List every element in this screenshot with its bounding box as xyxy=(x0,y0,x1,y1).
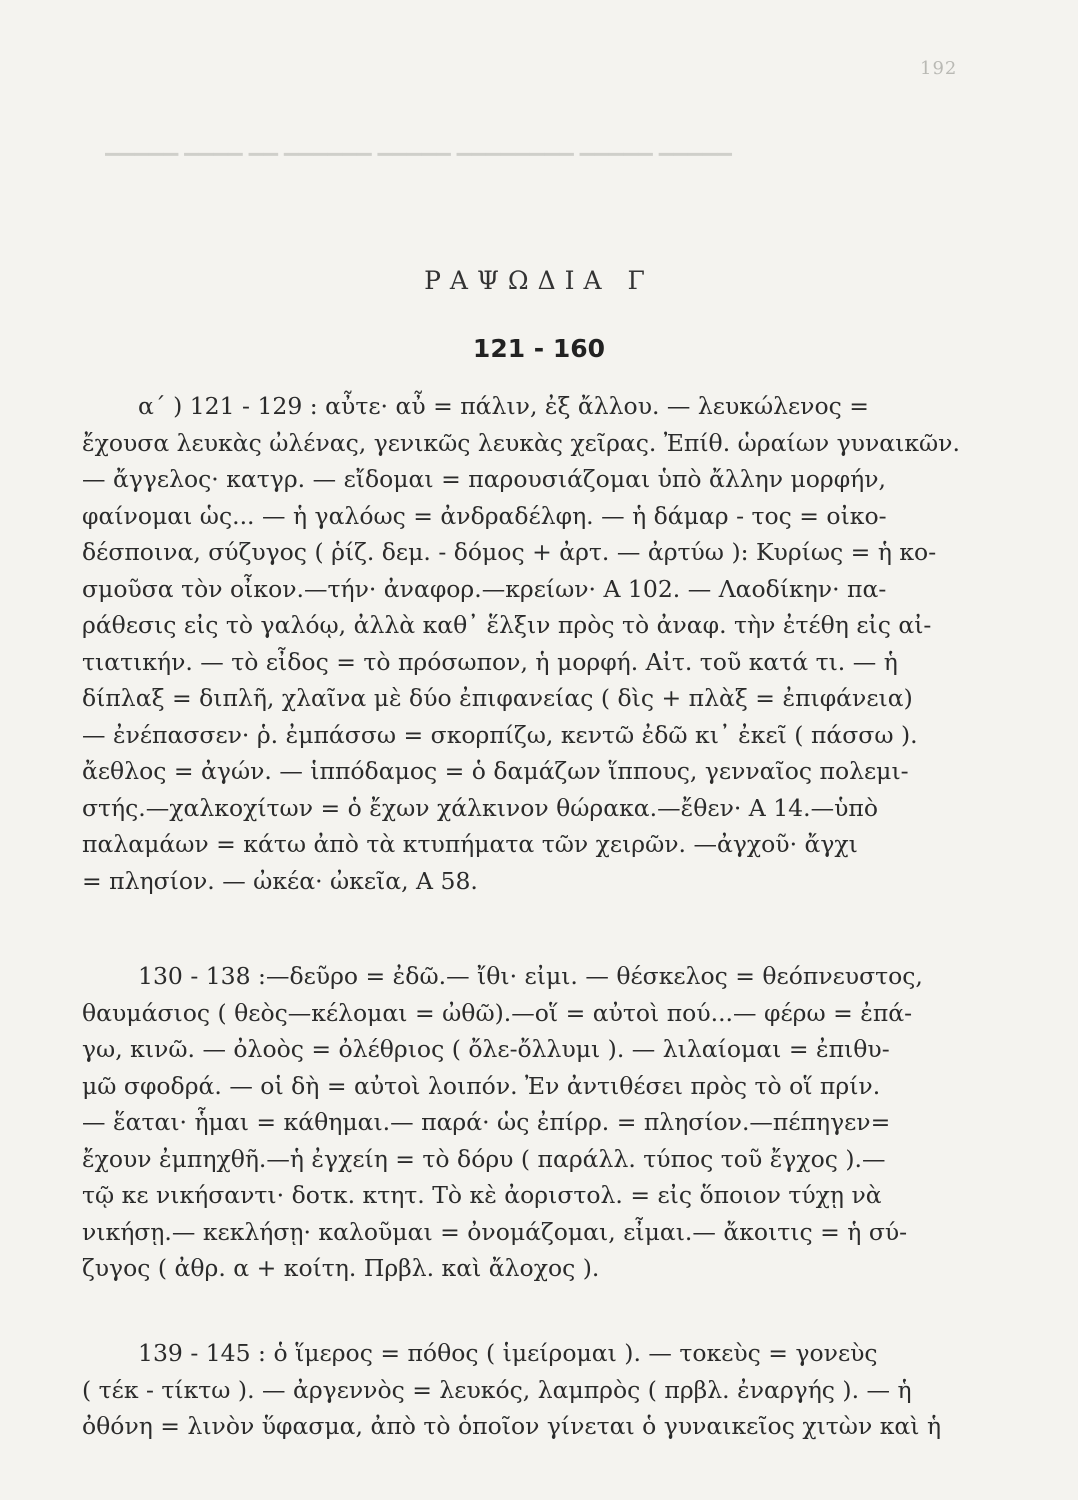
chapter-title: ΡΑΨΩΔΙΑ Γ xyxy=(424,266,654,295)
text-line: — ἐνέπασσεν· ῥ. ἐμπάσσω = σκορπίζω, κεντῶ ἐδῶ κι᾽ ἐκεῖ ( πάσσω ). xyxy=(82,720,918,749)
verse-range-heading: 121 - 160 xyxy=(472,334,606,363)
text-line: στής.—χαλκοχίτων = ὁ ἔχων χάλκινον θώρακα.—ἔθεν· Α 14.—ὑπὸ xyxy=(82,793,878,822)
text-line: α΄ ) 121 - 129 : αὖτε· αὖ = πάλιν, ἐξ ἄλλου. — λευκώλενος = xyxy=(138,392,869,420)
text-line: δέσποινα, σύζυγος ( ῥίζ. δεμ. - δόμος + ἀρτ. — ἀρτύω ): Κυρίως = ἡ κο- xyxy=(82,538,937,566)
page-number: 192 xyxy=(920,58,958,79)
text-line: παλαμάων = κάτω ἀπὸ τὰ κτυπήματα τῶν χειρῶν. —ἀγχοῦ· ἄγχι xyxy=(82,830,858,858)
text-line: δίπλαξ = διπλῆ, χλαῖνα μὲ δύο ἐπιφανείας ( δὶς + πλὰξ = ἐπιφάνεια) xyxy=(82,684,913,712)
text-line: θαυμάσιος ( θεὸς—κέλομαι = ὠθῶ).—οἵ = αὐτοὶ πού...— φέρω = ἐπά- xyxy=(82,998,913,1027)
commentary-section-2 xyxy=(82,958,982,1287)
text-line: σμοῦσα τὸν οἶκον.—τήν· ἀναφορ.—κρείων· Α 102. — Λαοδίκην· πα- xyxy=(82,574,887,603)
text-line: = πλησίον. — ὠκέα· ὠκεῖα, Α 58. xyxy=(82,866,478,895)
text-line: γω, κινῶ. — ὀλοὸς = ὀλέθριος ( ὄλε-ὄλλυμι ). — λιλαίομαι = ἐπιθυ- xyxy=(82,1035,890,1063)
text-line: ἄεθλος = ἀγών. — ἱππόδαμος = ὁ δαμάζων ἵππους, γενναῖος πολεμι- xyxy=(82,757,909,785)
text-line: μῶ σφοδρά. — οἱ δὴ = αὐτοὶ λοιπόν. Ἐν ἀντιθέσει πρὸς τὸ οἵ πρίν. xyxy=(82,1071,881,1100)
text-line: 139 - 145 : ὁ ἵμερος = πόθος ( ἱμείρομαι ). — τοκεὺς = γονεὺς xyxy=(138,1339,878,1367)
bleed-through-texture: ▁▁▁▁▁ ▁▁▁▁ ▁▁ ▁▁▁▁▁▁ ▁▁▁▁▁ ▁▁▁▁▁▁▁▁ ▁▁▁▁▁ ▁▁▁▁▁ xyxy=(105,134,732,156)
text-line: ἔχουσα λευκὰς ὠλένας, γενικῶς λευκὰς χεῖρας. Ἐπίθ. ὡραίων γυναικῶν. xyxy=(82,428,960,457)
text-line: νικήσῃ.— κεκλήσῃ· καλοῦμαι = ὀνομάζομαι, εἶμαι.— ἄκοιτις = ἡ σύ- xyxy=(82,1217,908,1246)
text-line: ἔχουν ἐμπηχθῆ.—ἡ ἐγχείη = τὸ δόρυ ( παράλλ. τύπος τοῦ ἔγχος ).— xyxy=(82,1144,886,1173)
text-line: ὀθόνη = λινὸν ὕφασμα, ἀπὸ τὸ ὁποῖον γίνεται ὁ γυναικεῖος χιτὼν καὶ ἡ xyxy=(82,1412,942,1440)
text-line: ( τέκ - τίκτω ). — ἀργεννὸς = λευκός, λαμπρὸς ( πρβλ. ἐναργής ). — ἡ xyxy=(82,1375,912,1404)
text-line: — ἄγγελος· κατγρ. — εἴδομαι = παρουσιάζομαι ὑπὸ ἄλλην μορφήν, xyxy=(82,465,887,493)
commentary-section-1 xyxy=(82,388,982,899)
text-line: τῷ κε νικήσαντι· δοτκ. κτητ. Τὸ κὲ ἀοριστολ. = εἰς ὅποιον τύχῃ νὰ xyxy=(82,1181,882,1209)
commentary-section-3 xyxy=(82,1335,982,1445)
text-line: 130 - 138 :—δεῦρο = ἐδῶ.— ἴθι· εἰμι. — θέσκελος = θεόπνευστος, xyxy=(138,962,923,990)
text-line: — ἕαται· ἧμαι = κάθημαι.— παρά· ὡς ἐπίρρ. = πλησίον.—πέπηγεν= xyxy=(82,1108,891,1136)
text-line: ζυγος ( ἀθρ. α + κοίτη. Πρβλ. καὶ ἄλοχος ). xyxy=(82,1254,600,1282)
text-line: ράθεσις εἰς τὸ γαλόῳ, ἀλλὰ καθ᾽ ἕλξιν πρὸς τὸ ἀναφ. τὴν ἐτέθη εἰς αἰ- xyxy=(82,611,932,639)
text-line: τιατικήν. — τὸ εἶδος = τὸ πρόσωπον, ἡ μορφή. Αἰτ. τοῦ κατά τι. — ἡ xyxy=(82,647,898,676)
text-line: φαίνομαι ὡς... — ἡ γαλόως = ἀνδραδέλφη. — ἡ δάμαρ - τος = οἰκο- xyxy=(82,501,887,530)
